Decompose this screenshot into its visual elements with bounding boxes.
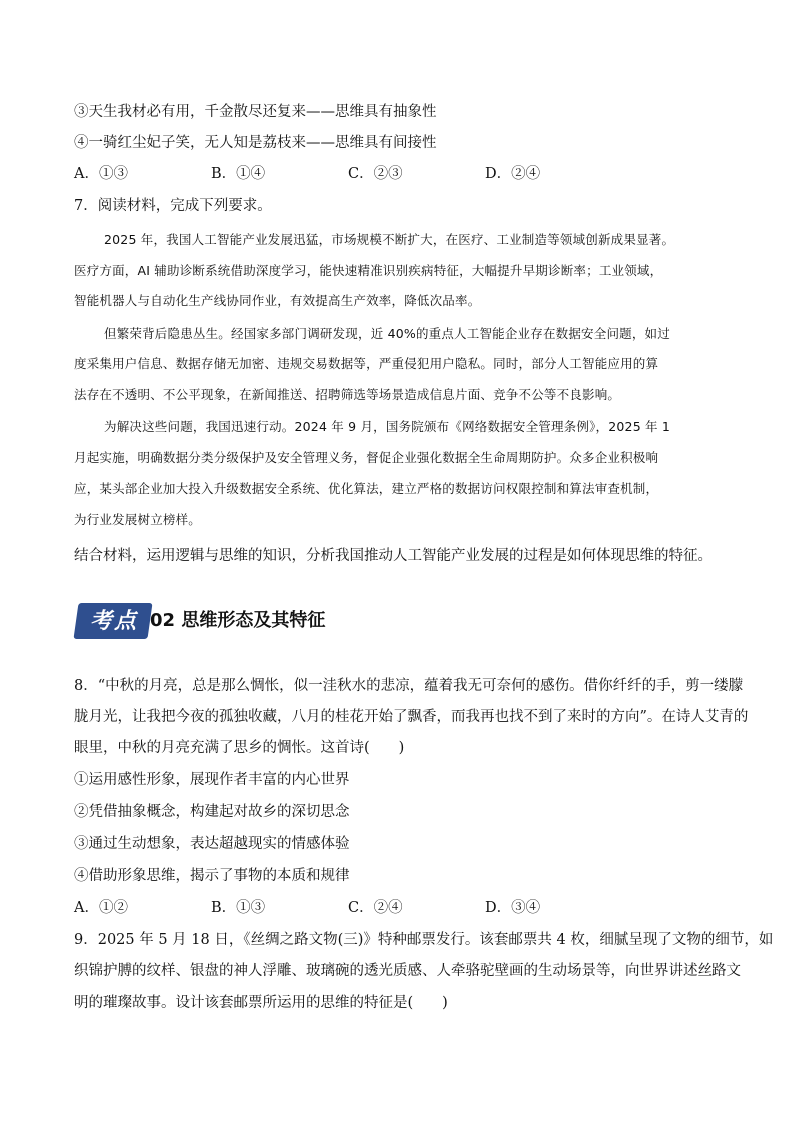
- q7-stem: 7．阅读材料，完成下列要求。: [74, 198, 272, 214]
- q9-stem-line: 9．2025 年 5 月 18 日，《丝绸之路文物(三)》特种邮票发行。该套邮票共 4 枚，细腻呈现了文物的细节，如: [74, 932, 774, 948]
- q7-material-line: 法存在不透明、不公平现象，在新闻推送、招聘筛选等场景造成信息片面、竞争不公等不良影响。: [74, 387, 621, 402]
- q7-material-line: 医疗方面，AI 辅助诊断系统借助深度学习，能快速精准识别疾病特征，大幅提升早期诊断率；工业领域，: [74, 263, 663, 278]
- q8-stem-line: 8．“中秋的月亮，总是那么惆怅，似一洼秋水的悲凉，蕴着我无可奈何的感伤。借你纤纤的手，剪一缕朦: [74, 678, 744, 694]
- q7-material-line: 2025 年，我国人工智能产业发展迅猛，市场规模不断扩大，在医疗、工业制造等领域创新成果显著。: [104, 232, 675, 247]
- q7-material-line: 应，某头部企业加大投入升级数据安全系统、优化算法，建立严格的数据访问权限控制和算法审查机制，: [74, 481, 659, 496]
- q9-stem-line: 明的璀璨故事。设计该套邮票所运用的思维的特征是( ): [74, 995, 448, 1011]
- q8-item-1: ①运用感性形象，展现作者丰富的内心世界: [74, 772, 350, 788]
- section-header: [76, 603, 726, 639]
- q7-task: 结合材料，运用逻辑与思维的知识，分析我国推动人工智能产业发展的过程是如何体现思维的特征。: [74, 548, 712, 564]
- q7-material-line: 月起实施，明确数据分类分级保护及安全管理义务，督促企业强化数据全生命周期防护。众多企业积极响: [74, 450, 659, 465]
- option-d: D．②④: [485, 166, 541, 182]
- q8-item-2: ②凭借抽象概念，构建起对故乡的深切思念: [74, 804, 350, 820]
- q8-item-4: ④借助形象思维，揭示了事物的本质和规律: [74, 868, 350, 884]
- section-badge-label: 考点: [89, 608, 138, 634]
- q6-item-4: ④一骑红尘妃子笑，无人知是荔枝来——思维具有间接性: [74, 135, 437, 151]
- option-a: A．①③: [74, 166, 128, 182]
- section-title: 02 思维形态及其特征: [150, 610, 326, 631]
- option-a: A．①②: [74, 900, 128, 916]
- q8-item-3: ③通过生动想象，表达超越现实的情感体验: [74, 836, 350, 852]
- q7-material-line: 智能机器人与自动化生产线协同作业，有效提高生产效率，降低次品率。: [74, 293, 481, 308]
- q6-item-3: ③天生我材必有用，千金散尽还复来——思维具有抽象性: [74, 104, 437, 120]
- option-b: B．①③: [211, 900, 266, 916]
- option-d: D．③④: [485, 900, 541, 916]
- q7-material-line: 为行业发展树立榜样。: [74, 512, 202, 527]
- option-c: C．②③: [348, 166, 403, 182]
- q7-material-line: 但繁荣背后隐患丛生。经国家多部门调研发现，近 40%的重点人工智能企业存在数据安全问题，如过: [104, 326, 670, 341]
- q7-material-line: 度采集用户信息、数据存储无加密、违规交易数据等，严重侵犯用户隐私。同时，部分人工智能应用的算: [74, 356, 659, 371]
- q8-stem-line: 胧月光，让我把今夜的孤独收藏，八月的桂花开始了飘香，而我再也找不到了来时的方向”。在诗人艾青的: [74, 709, 749, 725]
- option-b: B．①④: [211, 166, 266, 182]
- option-c: C．②④: [348, 900, 403, 916]
- q7-material-line: 为解决这些问题，我国迅速行动。2024 年 9 月，国务院颁布《网络数据安全管理条例》，2025 年 1: [104, 419, 671, 434]
- q9-stem-line: 织锦护膊的纹样、银盘的神人浮雕、玻璃碗的透光质感、人牵骆驼壁画的生动场景等，向世界讲述丝路文: [74, 963, 741, 979]
- q8-stem-line: 眼里，中秋的月亮充满了思乡的惆怅。这首诗( ): [74, 740, 405, 756]
